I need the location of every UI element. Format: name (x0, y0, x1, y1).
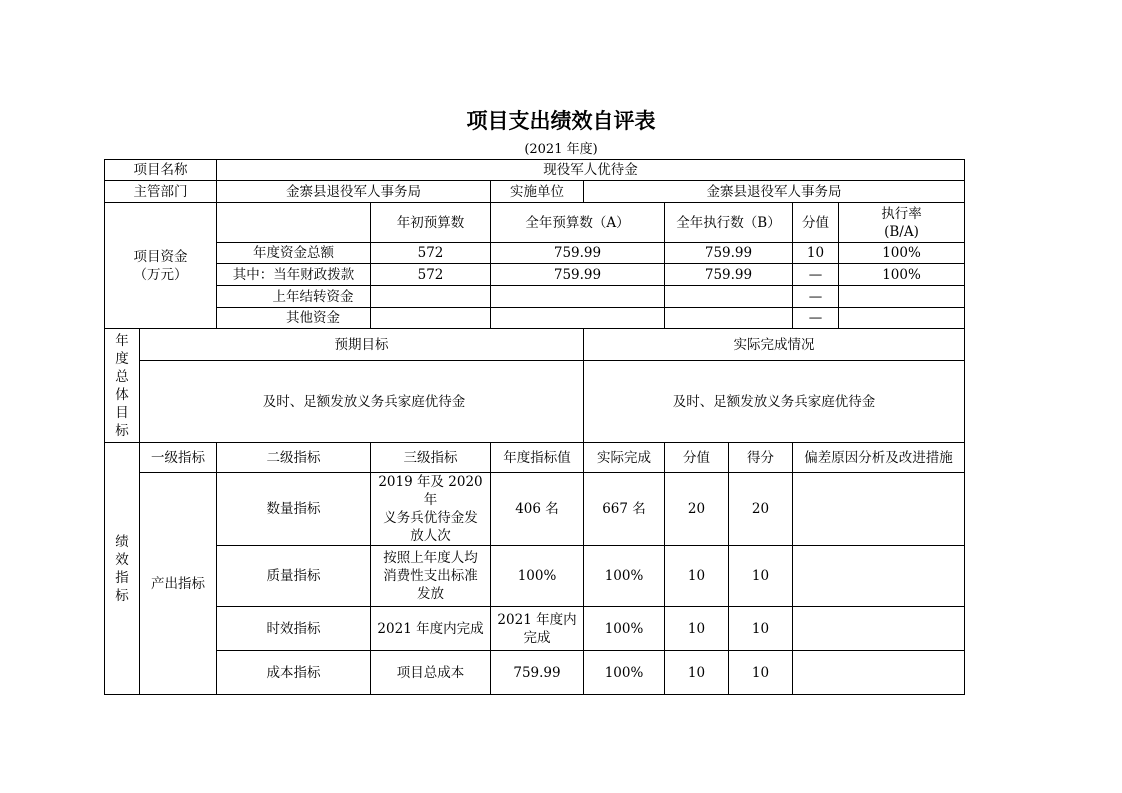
header-level3: 三级指标 (371, 443, 491, 473)
actual-cell: 100% (584, 651, 665, 695)
analysis-cell (793, 473, 965, 546)
funds-row (105, 286, 965, 308)
score-value-cell: 10 (665, 607, 729, 651)
year-label: (2021 年度) (524, 142, 598, 157)
header-level1: 一级指标 (140, 443, 217, 473)
funds-header-row (105, 203, 965, 243)
level3-cell: 2019 年及 2020 年 义务兵优待金发 放人次 (371, 473, 491, 546)
analysis-cell (793, 651, 965, 695)
funds-row-executed (665, 308, 793, 329)
funds-row-initial (371, 308, 491, 329)
goals-vertical-label: 年 度 总 体 目 标 (105, 329, 140, 443)
goals-expected-text: 及时、足额发放义务兵家庭优待金 (140, 361, 584, 443)
goals-expected-header: 预期目标 (140, 329, 584, 361)
score-cell: 10 (729, 651, 793, 695)
funds-row (105, 264, 965, 286)
header-level2: 二级指标 (217, 443, 371, 473)
header-executed: 全年执行数（B） (665, 203, 793, 243)
level2-cell: 数量指标 (217, 473, 371, 546)
dept-row (105, 181, 965, 203)
indicators-vertical-label: 绩 效 指 标 (105, 443, 140, 695)
funds-row-initial: 572 (371, 264, 491, 286)
project-name-row (105, 160, 965, 181)
funds-row-annual: 759.99 (491, 243, 665, 264)
unit-label: 实施单位 (491, 181, 584, 203)
score-value-cell: 20 (665, 473, 729, 546)
score-cell: 10 (729, 607, 793, 651)
funds-row-label: 年度资金总额 (217, 243, 371, 264)
header-actual: 实际完成 (584, 443, 665, 473)
goals-content-row (105, 361, 965, 443)
funds-row (105, 243, 965, 264)
funds-row-score-value: — (793, 264, 839, 286)
page-title: 项目支出绩效自评表 (466, 109, 656, 133)
goals-actual-header: 实际完成情况 (584, 329, 965, 361)
goals-header-row (105, 329, 965, 361)
level3-cell: 项目总成本 (371, 651, 491, 695)
funds-corner-cell (217, 203, 371, 243)
funds-label: 项目资金 （万元） (105, 203, 217, 329)
indicator-row (105, 473, 965, 546)
actual-cell: 100% (584, 546, 665, 607)
performance-table (104, 159, 965, 695)
dept-label: 主管部门 (105, 181, 217, 203)
goals-actual-text: 及时、足额发放义务兵家庭优待金 (584, 361, 965, 443)
funds-row-executed: 759.99 (665, 243, 793, 264)
level2-cell: 质量指标 (217, 546, 371, 607)
header-analysis: 偏差原因分析及改进措施 (793, 443, 965, 473)
funds-row-score-value: 10 (793, 243, 839, 264)
header-target: 年度指标值 (491, 443, 584, 473)
funds-row (105, 308, 965, 329)
score-cell: 10 (729, 546, 793, 607)
funds-row-rate (839, 308, 965, 329)
level3-cell: 按照上年度人均 消费性支出标准 发放 (371, 546, 491, 607)
funds-row-rate: 100% (839, 243, 965, 264)
dept-value: 金寨县退役军人事务局 (217, 181, 491, 203)
indicator-row (105, 546, 965, 607)
header-score-value: 分值 (665, 443, 729, 473)
analysis-cell (793, 546, 965, 607)
funds-row-executed (665, 286, 793, 308)
funds-row-annual (491, 308, 665, 329)
funds-row-annual (491, 286, 665, 308)
funds-row-score-value: — (793, 286, 839, 308)
level3-cell: 2021 年度内完成 (371, 607, 491, 651)
project-name-value: 现役军人优待金 (217, 160, 965, 181)
score-value-cell: 10 (665, 546, 729, 607)
funds-row-initial (371, 286, 491, 308)
header-score: 得分 (729, 443, 793, 473)
funds-row-executed: 759.99 (665, 264, 793, 286)
target-cell: 2021 年度内 完成 (491, 607, 584, 651)
analysis-cell (793, 607, 965, 651)
header-initial-budget: 年初预算数 (371, 203, 491, 243)
indicator-row (105, 607, 965, 651)
actual-cell: 667 名 (584, 473, 665, 546)
unit-value: 金寨县退役军人事务局 (584, 181, 965, 203)
score-cell: 20 (729, 473, 793, 546)
funds-row-rate: 100% (839, 264, 965, 286)
target-cell: 759.99 (491, 651, 584, 695)
target-cell: 100% (491, 546, 584, 607)
level1-cell: 产出指标 (140, 473, 217, 695)
header-score-value: 分值 (793, 203, 839, 243)
funds-row-rate (839, 286, 965, 308)
score-value-cell: 10 (665, 651, 729, 695)
funds-row-score-value: — (793, 308, 839, 329)
funds-row-label: 上年结转资金 (217, 286, 371, 308)
funds-row-label: 其他资金 (217, 308, 371, 329)
project-name-label: 项目名称 (105, 160, 217, 181)
funds-row-annual: 759.99 (491, 264, 665, 286)
actual-cell: 100% (584, 607, 665, 651)
funds-row-label: 其中：当年财政拨款 (217, 264, 371, 286)
header-exec-rate: 执行率 (B/A) (839, 203, 965, 243)
header-annual-budget: 全年预算数（A） (491, 203, 665, 243)
level2-cell: 时效指标 (217, 607, 371, 651)
target-cell: 406 名 (491, 473, 584, 546)
indicators-header-row (105, 443, 965, 473)
indicator-row (105, 651, 965, 695)
funds-row-initial: 572 (371, 243, 491, 264)
level2-cell: 成本指标 (217, 651, 371, 695)
